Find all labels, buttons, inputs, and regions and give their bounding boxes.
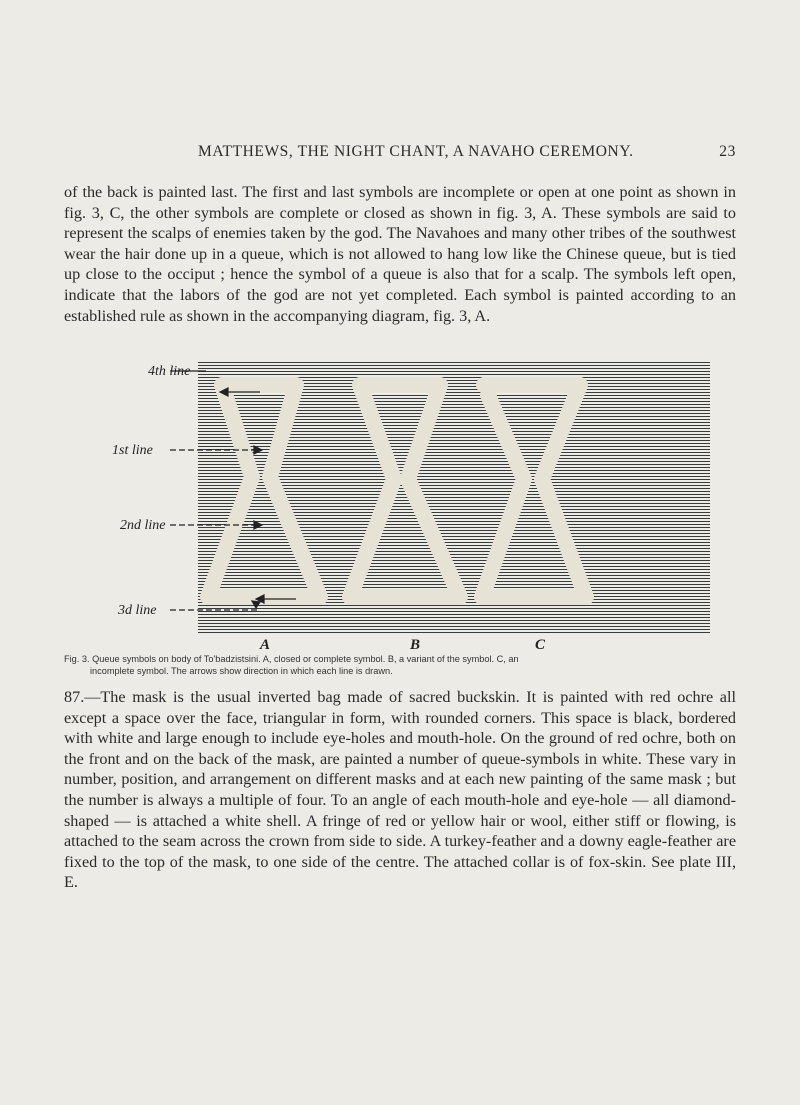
symbol-label-c: C: [535, 637, 546, 653]
label-4th-line: 4th line: [148, 364, 191, 379]
caption-line-2: incomplete symbol. The arrows show direction in which each line is drawn.: [90, 665, 393, 676]
paragraph-2: 87.—The mask is the usual inverted bag made of sacred buckskin. It is painted with red ochre all except a space over the face, triangular in form, with rounded corners. This space is black, bordered with white and large enough to include eye-holes and mouth-hole. On the ground of red ochre, both on the front and on the back of the mask, are painted a number of queue-symbols in white. These vary in number, position, and arrangement on different masks and at each new painting of the same mask ; but the number is always a multiple of four. To an angle of each mouth-hole and eye-hole — all diamond-shaped — is attached a white shell. A fringe of red or yellow hair or wool, either stiff or flowing, is attached to the seam across the crown from side to side. A turkey-feather and a downy eagle-feather are fixed to the top of the mask, to one side of the centre. The attached collar is of fox-skin. See plate III, E.: [64, 688, 736, 892]
symbol-label-a: A: [260, 637, 271, 653]
figure-3: [110, 355, 710, 655]
label-1st-line: 1st line: [112, 443, 153, 458]
paragraph-1: of the back is painted last. The first and last symbols are incomplete or open at one point as shown in fig. 3, C, the other symbols are complete or closed as shown in fig. 3, A. These symbols are said to represent the scalps of enemies taken by the god. The Navahoes and many other tribes of the southwest wear the hair done up in a queue, which is not allowed to hang low like the Chinese queue, but is tied up close to the occiput ; hence the symbol of a queue is also that for a scalp. The symbols left open, indicate that the labors of the god are not yet completed. Each symbol is painted according to an established rule as shown in the accompanying diagram, fig. 3, A.: [64, 183, 736, 325]
label-2nd-line: 2nd line: [120, 518, 166, 533]
page-number: 23: [719, 143, 736, 160]
running-title: MATTHEWS, THE NIGHT CHANT, A NAVAHO CEREMONY.: [198, 143, 634, 160]
symbol-label-b: B: [410, 637, 421, 653]
label-3d-line: 3d line: [118, 603, 157, 618]
figure-caption: [64, 654, 736, 677]
caption-line-1: Fig. 3. Queue symbols on body of To'badzistsini. A, closed or complete symbol. B, a variant of the symbol. C, an: [64, 654, 519, 664]
queue-symbols-diagram: [110, 355, 710, 655]
